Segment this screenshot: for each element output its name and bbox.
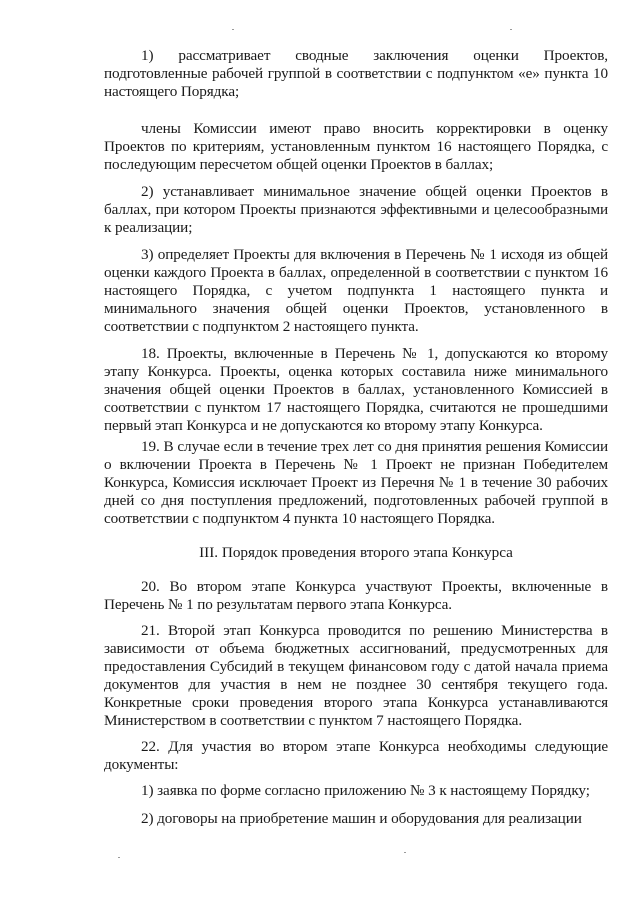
paragraph-20: 20. Во втором этапе Конкурса участвуют Проекты, включенные в Перечень № 1 по результатам первого этапа Конкурса. [104,578,608,613]
scan-mark [404,852,406,853]
paragraph-21: 21. Второй этап Конкурса проводится по решению Министерства в зависимости от объема бюджетных ассигнований, предусмотренных для предоставления Субсидий в текущем финансовом году с датой начала приема документов для участия в нем не позднее 30 сентября текущего года. Конкретные сроки проведения второго этапа Конкурса устанавливаются Министерством в соответствии с пунктом 7 настоящего Порядка. [104,622,608,729]
scan-mark [118,857,120,858]
scan-mark [510,29,512,30]
paragraph-22: 22. Для участия во втором этапе Конкурса необходимы следующие документы: [104,738,608,773]
paragraph-commission-rights: члены Комиссии имеют право вносить корректировки в оценку Проектов по критериям, установленным пунктом 16 настоящего Порядка, с последующим пересчетом общей оценки Проектов в баллах; [104,120,608,173]
paragraph-19: 19. В случае если в течение трех лет со дня принятия решения Комиссии о включении Проекта в Перечень № 1 Проект не признан Победителем Конкурса, Комиссия исключает Проект из Перечня № 1 в течение 30 рабочих дней со дня поступления предложений, подготовленных рабочей группой в соответствии с подпунктом 4 пункта 10 настоящего Порядка. [104,438,608,527]
paragraph-17-2: 2) устанавливает минимальное значение общей оценки Проектов в баллах, при котором Проекты признаются эффективными и целесообразными к реализации; [104,183,608,236]
section-heading: III. Порядок проведения второго этапа Конкурса [199,544,513,561]
paragraph-22-2: 2) договоры на приобретение машин и оборудования для реализации [141,810,582,827]
paragraph-22-1: 1) заявка по форме согласно приложению № 3 к настоящему Порядку; [141,782,590,799]
paragraph-17-3: 3) определяет Проекты для включения в Перечень № 1 исходя из общей оценки каждого Проекта в баллах, определенной в соответствии с пунктом 16 настоящего Порядка, с учетом подпункта 1 настоящего пункта и минимального значения общей оценки Проектов, установленного в соответствии с подпунктом 2 настоящего пункта. [104,246,608,335]
scan-mark [232,29,234,30]
paragraph-17-1: 1) рассматривает сводные заключения оценки Проектов, подготовленные рабочей группой в соответствии с подпунктом «е» пункта 10 настоящего Порядка; [104,47,608,100]
paragraph-18: 18. Проекты, включенные в Перечень № 1, допускаются ко второму этапу Конкурса. Проекты, оценка которых составила ниже минимального значения общей оценки Проектов в баллах, установленного Комиссией в соответствии с пунктом 17 настоящего Порядка, считаются не прошедшими первый этап Конкурса и не допускаются ко второму этапу Конкурса. [104,345,608,434]
